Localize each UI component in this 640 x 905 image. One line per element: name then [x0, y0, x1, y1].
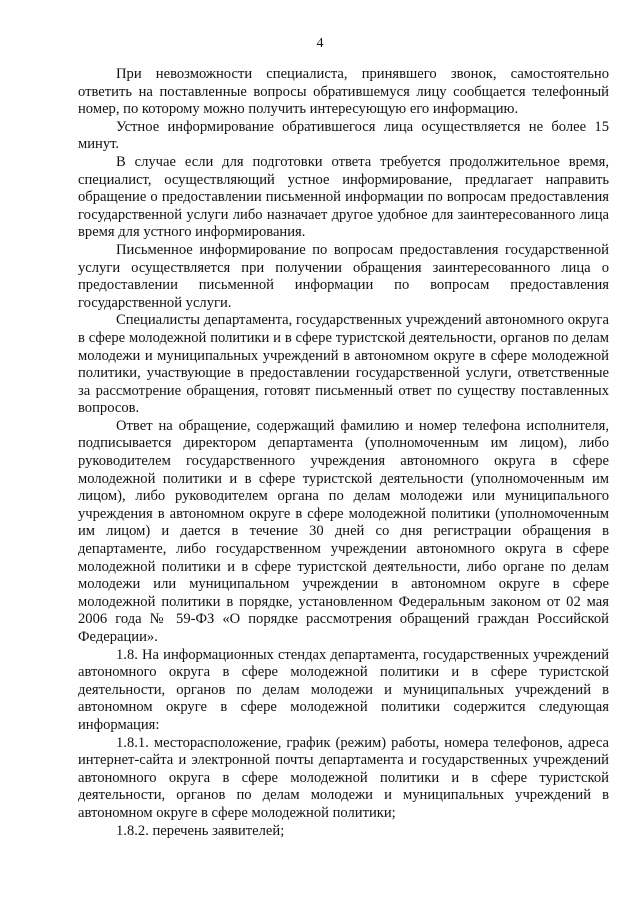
paragraph-no-specialist-answer: При невозможности специалиста, принявшего звонок, самостоятельно ответить на поставленные вопросы обратившемуся лицу сообщается телефонный номер, по которому можно получить интересующую его информацию. [78, 66, 609, 118]
paragraph-specialists-response: Специалисты департамента, государственных учреждений автономного округа в сфере молодежной политики и в сфере туристской деятельности, органов по делам молодежи и муниципальных учреждений в автономном округе в сфере молодежной политики, участвующие в предоставлении государственной услуги, ответственные за рассмотрение обращения, готовят письменный ответ по существу поставленных вопросов. [78, 312, 609, 417]
page-number: 4 [316, 36, 324, 51]
paragraph-section-1-8-2: 1.8.2. перечень заявителей; [116, 822, 285, 839]
paragraph-written-info: Письменное информирование по вопросам предоставления государственной услуги осуществляется при получении обращения заинтересованного лица о предоставлении письменной информации по вопросам предоставления государственной услуги. [78, 241, 609, 311]
paragraph-answer-signing: Ответ на обращение, содержащий фамилию и номер телефона исполнителя, подписывается директором департамента (уполномоченным им лицом), либо руководителем государственного учреждения автономного округа в сфере молодежной политики и в сфере туристской деятельности (уполномоченным им лицом), либо руководителем органа по делам молодежи или муниципального учреждения в автономном округе в сфере молодежной политики (уполномоченным им лицом) и дается в течение 30 дней со дня регистрации обращения в департаменте, либо государственном учреждении автономного округа в сфере молодежной политики и в сфере туристской деятельности, либо органе по делам молодежи или муниципальном учреждении в автономном округе в сфере молодежной политики в порядке, установленном Федеральным законом от 02 мая 2006 года № 59-ФЗ «О порядке рассмотрения обращений граждан Российской Федерации». [78, 417, 609, 645]
document-body [78, 66, 609, 840]
paragraph-section-1-8: 1.8. На информационных стендах департамента, государственных учреждений автономного округа в сфере молодежной политики и в сфере туристской деятельности, органов по делам молодежи и муниципальных учреждений в автономном округе в сфере молодежной политики содержится следующая информация: [78, 646, 609, 733]
paragraph-section-1-8-1: 1.8.1. месторасположение, график (режим) работы, номера телефонов, адреса интернет-сайта и электронной почты департамента и государственных учреждений автономного округа в сфере молодежной политики и в сфере туристской деятельности, органов по делам молодежи и муниципальных учреждений в автономном округе в сфере молодежной политики; [78, 734, 609, 821]
paragraph-oral-info-duration: Устное информирование обратившегося лица осуществляется не более 15 минут. [78, 118, 609, 153]
paragraph-long-preparation: В случае если для подготовки ответа требуется продолжительное время, специалист, осуществляющий устное информирование, предлагает направить обращение о предоставлении письменной информации по вопросам предоставления государственной услуги либо назначает другое удобное для заинтересованного лица время для устного информирования. [78, 153, 609, 241]
